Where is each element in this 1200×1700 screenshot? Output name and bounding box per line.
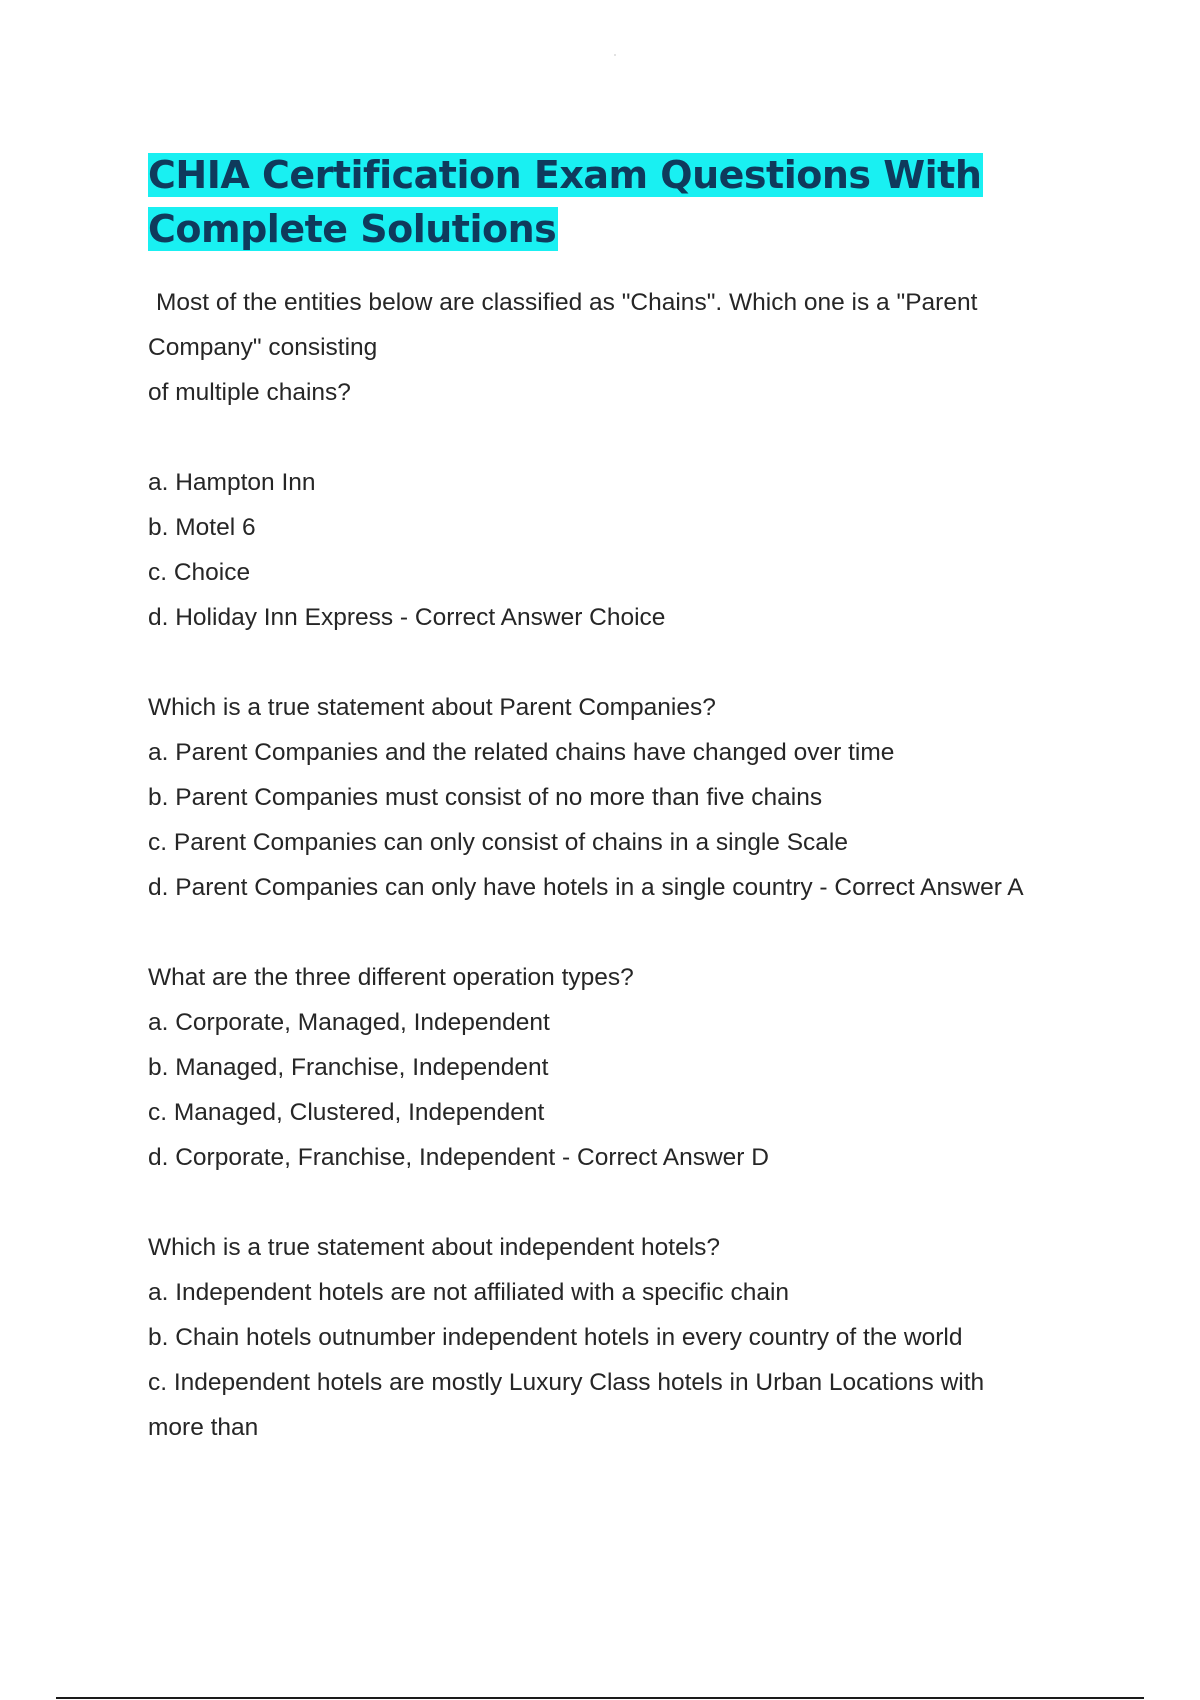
answer-option: b. Chain hotels outnumber independent hotels in every country of the world: [148, 1324, 963, 1351]
question-block: [148, 280, 1108, 640]
question-prompt: Company" consisting: [148, 334, 378, 361]
answer-option: d. Holiday Inn Express - Correct Answer Choice: [148, 604, 666, 631]
title-line-2: Complete Solutions: [148, 207, 557, 251]
answer-option: c. Parent Companies can only consist of chains in a single Scale: [148, 829, 848, 856]
answer-option: b. Managed, Franchise, Independent: [148, 1054, 549, 1081]
title-line-1: CHIA Certification Exam Questions With: [148, 153, 982, 197]
question-prompt: Which is a true statement about independent hotels?: [148, 1234, 721, 1261]
answer-option: d. Parent Companies can only have hotels in a single country - Correct Answer A: [148, 874, 1024, 901]
answer-option: a. Hampton Inn: [148, 469, 316, 496]
answer-option: b. Motel 6: [148, 514, 256, 541]
question-prompt: What are the three different operation types?: [148, 964, 634, 991]
question-block: [148, 955, 1108, 1180]
question-prompt: Which is a true statement about Parent Companies?: [148, 694, 716, 721]
question-block: [148, 1225, 1108, 1450]
answer-option-continued: more than: [148, 1414, 259, 1441]
answer-option: c. Choice: [148, 559, 251, 586]
answer-option: c. Managed, Clustered, Independent: [148, 1099, 545, 1126]
footer-divider: [56, 1697, 1144, 1699]
document-title: [148, 148, 983, 256]
question-list: [148, 280, 1108, 1450]
answer-option: a. Parent Companies and the related chains have changed over time: [148, 739, 895, 766]
question-prompt: Most of the entities below are classified as "Chains". Which one is a "Parent: [156, 289, 978, 316]
answer-option: d. Corporate, Franchise, Independent - Correct Answer D: [148, 1144, 769, 1171]
question-prompt: of multiple chains?: [148, 379, 351, 406]
answer-option: c. Independent hotels are mostly Luxury Class hotels in Urban Locations with: [148, 1369, 985, 1396]
answer-option: a. Corporate, Managed, Independent: [148, 1009, 550, 1036]
answer-option: a. Independent hotels are not affiliated with a specific chain: [148, 1279, 790, 1306]
question-block: [148, 685, 1108, 910]
answer-option: b. Parent Companies must consist of no more than five chains: [148, 784, 823, 811]
page-mark: [614, 54, 616, 56]
